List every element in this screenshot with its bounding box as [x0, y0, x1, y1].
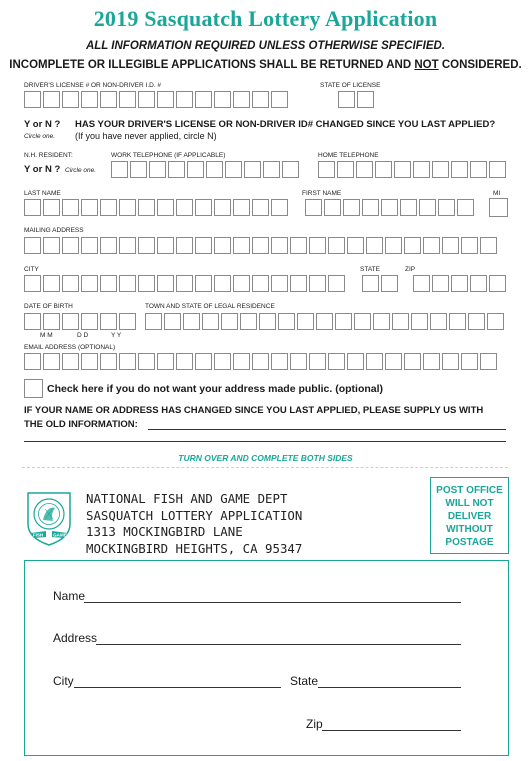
- entry-box[interactable]: [489, 161, 506, 178]
- state-boxes[interactable]: [362, 275, 400, 292]
- entry-box[interactable]: [100, 275, 117, 292]
- entry-box[interactable]: [362, 275, 379, 292]
- envelope-state-line[interactable]: [318, 687, 461, 688]
- entry-box[interactable]: [138, 237, 155, 254]
- entry-box[interactable]: [356, 161, 373, 178]
- entry-box[interactable]: [195, 275, 212, 292]
- entry-box[interactable]: [297, 313, 314, 330]
- license-change-note: (If you have never applied, circle N): [75, 131, 217, 141]
- envelope-name-label: Name: [53, 589, 86, 603]
- entry-box[interactable]: [357, 91, 374, 108]
- entry-box[interactable]: [157, 353, 174, 370]
- entry-box[interactable]: [62, 237, 79, 254]
- first-name-boxes[interactable]: [305, 199, 476, 216]
- entry-box[interactable]: [138, 91, 155, 108]
- entry-box[interactable]: [81, 313, 98, 330]
- tear-line: [22, 467, 508, 468]
- warning-text-not: NOT: [414, 59, 439, 71]
- entry-box[interactable]: [335, 313, 352, 330]
- entry-box[interactable]: [221, 313, 238, 330]
- entry-box[interactable]: [119, 199, 136, 216]
- entry-box[interactable]: [413, 275, 430, 292]
- entry-box[interactable]: [271, 237, 288, 254]
- entry-box[interactable]: [168, 161, 185, 178]
- entry-box[interactable]: [157, 275, 174, 292]
- entry-box[interactable]: [430, 313, 447, 330]
- entry-box[interactable]: [24, 199, 41, 216]
- middle-initial-box[interactable]: [489, 198, 510, 217]
- entry-box[interactable]: [111, 161, 128, 178]
- entry-box[interactable]: [43, 237, 60, 254]
- entry-box[interactable]: [423, 353, 440, 370]
- envelope-city-label: City: [53, 674, 74, 688]
- entry-box[interactable]: [394, 161, 411, 178]
- envelope-zip-line[interactable]: [322, 730, 461, 731]
- entry-box[interactable]: [375, 161, 392, 178]
- state-of-license-boxes[interactable]: [338, 91, 376, 108]
- entry-box[interactable]: [138, 275, 155, 292]
- entry-box[interactable]: [62, 313, 79, 330]
- entry-box[interactable]: [468, 313, 485, 330]
- entry-box[interactable]: [487, 313, 504, 330]
- entry-box[interactable]: [43, 353, 60, 370]
- entry-box[interactable]: [176, 199, 193, 216]
- entry-box[interactable]: [438, 199, 455, 216]
- envelope-address-line[interactable]: [96, 644, 461, 645]
- postage-notice: [430, 477, 509, 554]
- entry-box[interactable]: [244, 161, 261, 178]
- entry-box[interactable]: [259, 313, 276, 330]
- nh-resident-circle-one: Circle one.: [65, 167, 97, 174]
- entry-box[interactable]: [290, 275, 307, 292]
- entry-box[interactable]: [233, 237, 250, 254]
- entry-box[interactable]: [81, 275, 98, 292]
- entry-box[interactable]: [278, 313, 295, 330]
- entry-box[interactable]: [411, 313, 428, 330]
- zip-label: ZIP: [405, 266, 416, 273]
- entry-box[interactable]: [176, 275, 193, 292]
- mailing-address-boxes[interactable]: [24, 237, 499, 254]
- entry-box[interactable]: [100, 91, 117, 108]
- entry-box[interactable]: [480, 353, 497, 370]
- dob-day-label: D D: [77, 332, 89, 339]
- entry-box[interactable]: [157, 237, 174, 254]
- entry-box[interactable]: [290, 353, 307, 370]
- postage-line-5: POSTAGE: [445, 537, 494, 548]
- entry-box[interactable]: [119, 353, 136, 370]
- entry-box[interactable]: [318, 161, 335, 178]
- entry-box[interactable]: [328, 353, 345, 370]
- entry-box[interactable]: [328, 237, 345, 254]
- nh-resident-label: N.H. RESIDENT:: [24, 152, 73, 159]
- state-label: STATE: [360, 266, 380, 273]
- entry-box[interactable]: [214, 199, 231, 216]
- home-phone-boxes[interactable]: [318, 161, 508, 178]
- entry-box[interactable]: [290, 237, 307, 254]
- entry-box[interactable]: [233, 275, 250, 292]
- entry-box[interactable]: [328, 275, 345, 292]
- entry-box[interactable]: [316, 313, 333, 330]
- entry-box[interactable]: [24, 353, 41, 370]
- work-phone-boxes[interactable]: [111, 161, 301, 178]
- license-change-question: HAS YOUR DRIVER'S LICENSE OR NON-DRIVER ID# CHANGED SINCE YOU LAST APPLIED?: [75, 119, 496, 130]
- envelope-address-label: Address: [53, 631, 98, 645]
- entry-box[interactable]: [130, 161, 147, 178]
- entry-box[interactable]: [480, 237, 497, 254]
- license-change-circle-one: Circle one.: [24, 133, 56, 140]
- envelope-name-line[interactable]: [84, 602, 461, 603]
- entry-box[interactable]: [233, 199, 250, 216]
- postage-line-2: WILL NOT: [445, 498, 494, 509]
- entry-box[interactable]: [271, 353, 288, 370]
- nh-resident-yn[interactable]: Y or N ?: [24, 164, 61, 175]
- entry-box[interactable]: [347, 237, 364, 254]
- entry-box[interactable]: [271, 199, 288, 216]
- entry-box[interactable]: [305, 199, 322, 216]
- entry-box[interactable]: [451, 161, 468, 178]
- entry-box[interactable]: [176, 91, 193, 108]
- entry-box[interactable]: [489, 275, 506, 292]
- required-notice: ALL INFORMATION REQUIRED UNLESS OTHERWISE SPECIFIED.: [85, 40, 446, 52]
- dob-month-label: M M: [40, 332, 53, 339]
- form-title: 2019 Sasquatch Lottery Application: [93, 6, 438, 31]
- entry-box[interactable]: [43, 199, 60, 216]
- entry-box[interactable]: [214, 353, 231, 370]
- entry-box[interactable]: [195, 353, 212, 370]
- dob-boxes[interactable]: [24, 313, 138, 330]
- middle-initial-label: MI: [493, 190, 501, 197]
- entry-box[interactable]: [24, 91, 41, 108]
- entry-box[interactable]: [432, 161, 449, 178]
- address-line-2: SASQUATCH LOTTERY APPLICATION: [86, 507, 303, 523]
- entry-box[interactable]: [62, 91, 79, 108]
- entry-box[interactable]: [366, 353, 383, 370]
- address-private-checkbox[interactable]: [24, 379, 43, 398]
- entry-box[interactable]: [354, 313, 371, 330]
- entry-box[interactable]: [100, 313, 117, 330]
- email-boxes[interactable]: [24, 353, 499, 370]
- warning-text-after: CONSIDERED.: [438, 59, 522, 71]
- entry-box[interactable]: [81, 237, 98, 254]
- entry-box[interactable]: [138, 353, 155, 370]
- entry-box[interactable]: [100, 353, 117, 370]
- mi-box[interactable]: [489, 198, 508, 217]
- incomplete-warning: [0, 59, 531, 71]
- entry-box[interactable]: [214, 275, 231, 292]
- entry-box[interactable]: [240, 313, 257, 330]
- entry-box[interactable]: [470, 161, 487, 178]
- entry-box[interactable]: [252, 199, 269, 216]
- entry-box[interactable]: [43, 313, 60, 330]
- entry-box[interactable]: [451, 275, 468, 292]
- entry-box[interactable]: [252, 353, 269, 370]
- entry-box[interactable]: [271, 91, 288, 108]
- postage-line-3: DELIVER: [447, 511, 492, 522]
- entry-box[interactable]: [195, 237, 212, 254]
- entry-box[interactable]: [214, 237, 231, 254]
- entry-box[interactable]: [470, 275, 487, 292]
- entry-box[interactable]: [282, 161, 299, 178]
- address-line-1: NATIONAL FISH AND GAME DEPT: [86, 491, 288, 506]
- entry-box[interactable]: [145, 313, 162, 330]
- old-info-line-a[interactable]: [148, 429, 506, 430]
- envelope-zip-label: Zip: [306, 717, 323, 731]
- old-info-line2: THE OLD INFORMATION:: [24, 419, 138, 430]
- last-name-boxes[interactable]: [24, 199, 290, 216]
- dob-year-label: Y Y: [111, 332, 122, 339]
- entry-box[interactable]: [252, 91, 269, 108]
- entry-box[interactable]: [404, 237, 421, 254]
- entry-box[interactable]: [309, 237, 326, 254]
- entry-box[interactable]: [119, 91, 136, 108]
- last-name-label: LAST NAME: [24, 190, 61, 197]
- postage-line-4: WITHOUT: [446, 524, 493, 535]
- dob-label: DATE OF BIRTH: [24, 303, 73, 310]
- zip-boxes[interactable]: [413, 275, 508, 292]
- entry-box[interactable]: [461, 353, 478, 370]
- entry-box[interactable]: [195, 91, 212, 108]
- entry-box[interactable]: [309, 275, 326, 292]
- entry-box[interactable]: [24, 313, 41, 330]
- entry-box[interactable]: [206, 161, 223, 178]
- entry-box[interactable]: [461, 237, 478, 254]
- entry-box[interactable]: [385, 353, 402, 370]
- entry-box[interactable]: [24, 237, 41, 254]
- fish-and-game-logo: [24, 490, 74, 546]
- entry-box[interactable]: [138, 199, 155, 216]
- old-info-line1: IF YOUR NAME OR ADDRESS HAS CHANGED SINCE YOU LAST APPLIED, PLEASE SUPPLY US WITH: [24, 405, 484, 416]
- entry-box[interactable]: [43, 91, 60, 108]
- postage-line-1: POST OFFICE: [436, 485, 503, 496]
- entry-box[interactable]: [338, 91, 355, 108]
- entry-box[interactable]: [263, 161, 280, 178]
- entry-box[interactable]: [400, 199, 417, 216]
- warning-text-before: INCOMPLETE OR ILLEGIBLE APPLICATIONS SHALL BE RETURNED AND: [9, 59, 415, 71]
- logo-text-right: GAME: [53, 532, 67, 538]
- entry-box[interactable]: [419, 199, 436, 216]
- envelope-state-label: State: [290, 674, 319, 688]
- entry-box[interactable]: [176, 237, 193, 254]
- entry-box[interactable]: [381, 275, 398, 292]
- entry-box[interactable]: [442, 353, 459, 370]
- entry-box[interactable]: [404, 353, 421, 370]
- entry-box[interactable]: [24, 275, 41, 292]
- return-envelope-box: [24, 560, 509, 756]
- address-line-3: 1313 MOCKINGBIRD LANE: [86, 524, 243, 539]
- entry-box[interactable]: [157, 199, 174, 216]
- city-boxes[interactable]: [24, 275, 347, 292]
- address-private-label: Check here if you do not want your address made public. (optional): [47, 383, 384, 395]
- entry-box[interactable]: [373, 313, 390, 330]
- entry-box[interactable]: [62, 199, 79, 216]
- entry-box[interactable]: [176, 353, 193, 370]
- entry-box[interactable]: [119, 275, 136, 292]
- entry-box[interactable]: [100, 199, 117, 216]
- entry-box[interactable]: [381, 199, 398, 216]
- entry-box[interactable]: [309, 353, 326, 370]
- home-phone-label: HOME TELEPHONE: [318, 152, 379, 159]
- town-state-boxes[interactable]: [145, 313, 506, 330]
- license-number-label: DRIVER'S LICENSE # OR NON-DRIVER I.D. #: [24, 82, 162, 89]
- entry-box[interactable]: [43, 275, 60, 292]
- entry-box[interactable]: [449, 313, 466, 330]
- entry-box[interactable]: [100, 237, 117, 254]
- entry-box[interactable]: [202, 313, 219, 330]
- entry-box[interactable]: [413, 161, 430, 178]
- entry-box[interactable]: [214, 91, 231, 108]
- license-number-boxes[interactable]: [24, 91, 290, 108]
- entry-box[interactable]: [62, 275, 79, 292]
- entry-box[interactable]: [432, 275, 449, 292]
- entry-box[interactable]: [62, 353, 79, 370]
- entry-box[interactable]: [442, 237, 459, 254]
- turn-over-notice: TURN OVER AND COMPLETE BOTH SIDES: [178, 453, 353, 463]
- entry-box[interactable]: [252, 275, 269, 292]
- entry-box[interactable]: [366, 237, 383, 254]
- entry-box[interactable]: [337, 161, 354, 178]
- entry-box[interactable]: [81, 353, 98, 370]
- email-label: EMAIL ADDRESS (OPTIONAL): [24, 344, 116, 351]
- logo-text-left: FISH: [32, 532, 44, 538]
- entry-box[interactable]: [362, 199, 379, 216]
- entry-box[interactable]: [183, 313, 200, 330]
- entry-box[interactable]: [187, 161, 204, 178]
- town-state-label: TOWN AND STATE OF LEGAL RESIDENCE: [145, 303, 275, 310]
- entry-box[interactable]: [233, 91, 250, 108]
- entry-box[interactable]: [81, 91, 98, 108]
- entry-box[interactable]: [233, 353, 250, 370]
- return-address: [86, 491, 302, 557]
- entry-box[interactable]: [343, 199, 360, 216]
- entry-box[interactable]: [225, 161, 242, 178]
- city-label: CITY: [24, 266, 39, 273]
- entry-box[interactable]: [347, 353, 364, 370]
- entry-box[interactable]: [119, 237, 136, 254]
- entry-box[interactable]: [119, 313, 136, 330]
- entry-box[interactable]: [324, 199, 341, 216]
- mailing-address-label: MAILING ADDRESS: [24, 227, 84, 234]
- entry-box[interactable]: [385, 237, 402, 254]
- entry-box[interactable]: [157, 91, 174, 108]
- entry-box[interactable]: [423, 237, 440, 254]
- entry-box[interactable]: [392, 313, 409, 330]
- state-of-license-label: STATE OF LICENSE: [320, 82, 381, 89]
- first-name-label: FIRST NAME: [302, 190, 342, 197]
- entry-box[interactable]: [149, 161, 166, 178]
- envelope-city-line[interactable]: [74, 687, 281, 688]
- address-line-4: MOCKINGBIRD HEIGHTS, CA 95347: [86, 540, 303, 556]
- entry-box[interactable]: [81, 199, 98, 216]
- entry-box[interactable]: [164, 313, 181, 330]
- old-info-line-b[interactable]: [24, 441, 506, 442]
- entry-box[interactable]: [457, 199, 474, 216]
- license-change-yn[interactable]: Y or N ?: [24, 119, 61, 130]
- entry-box[interactable]: [195, 199, 212, 216]
- work-phone-label: WORK TELEPHONE (IF APPLICABLE): [111, 152, 226, 159]
- entry-box[interactable]: [271, 275, 288, 292]
- entry-box[interactable]: [252, 237, 269, 254]
